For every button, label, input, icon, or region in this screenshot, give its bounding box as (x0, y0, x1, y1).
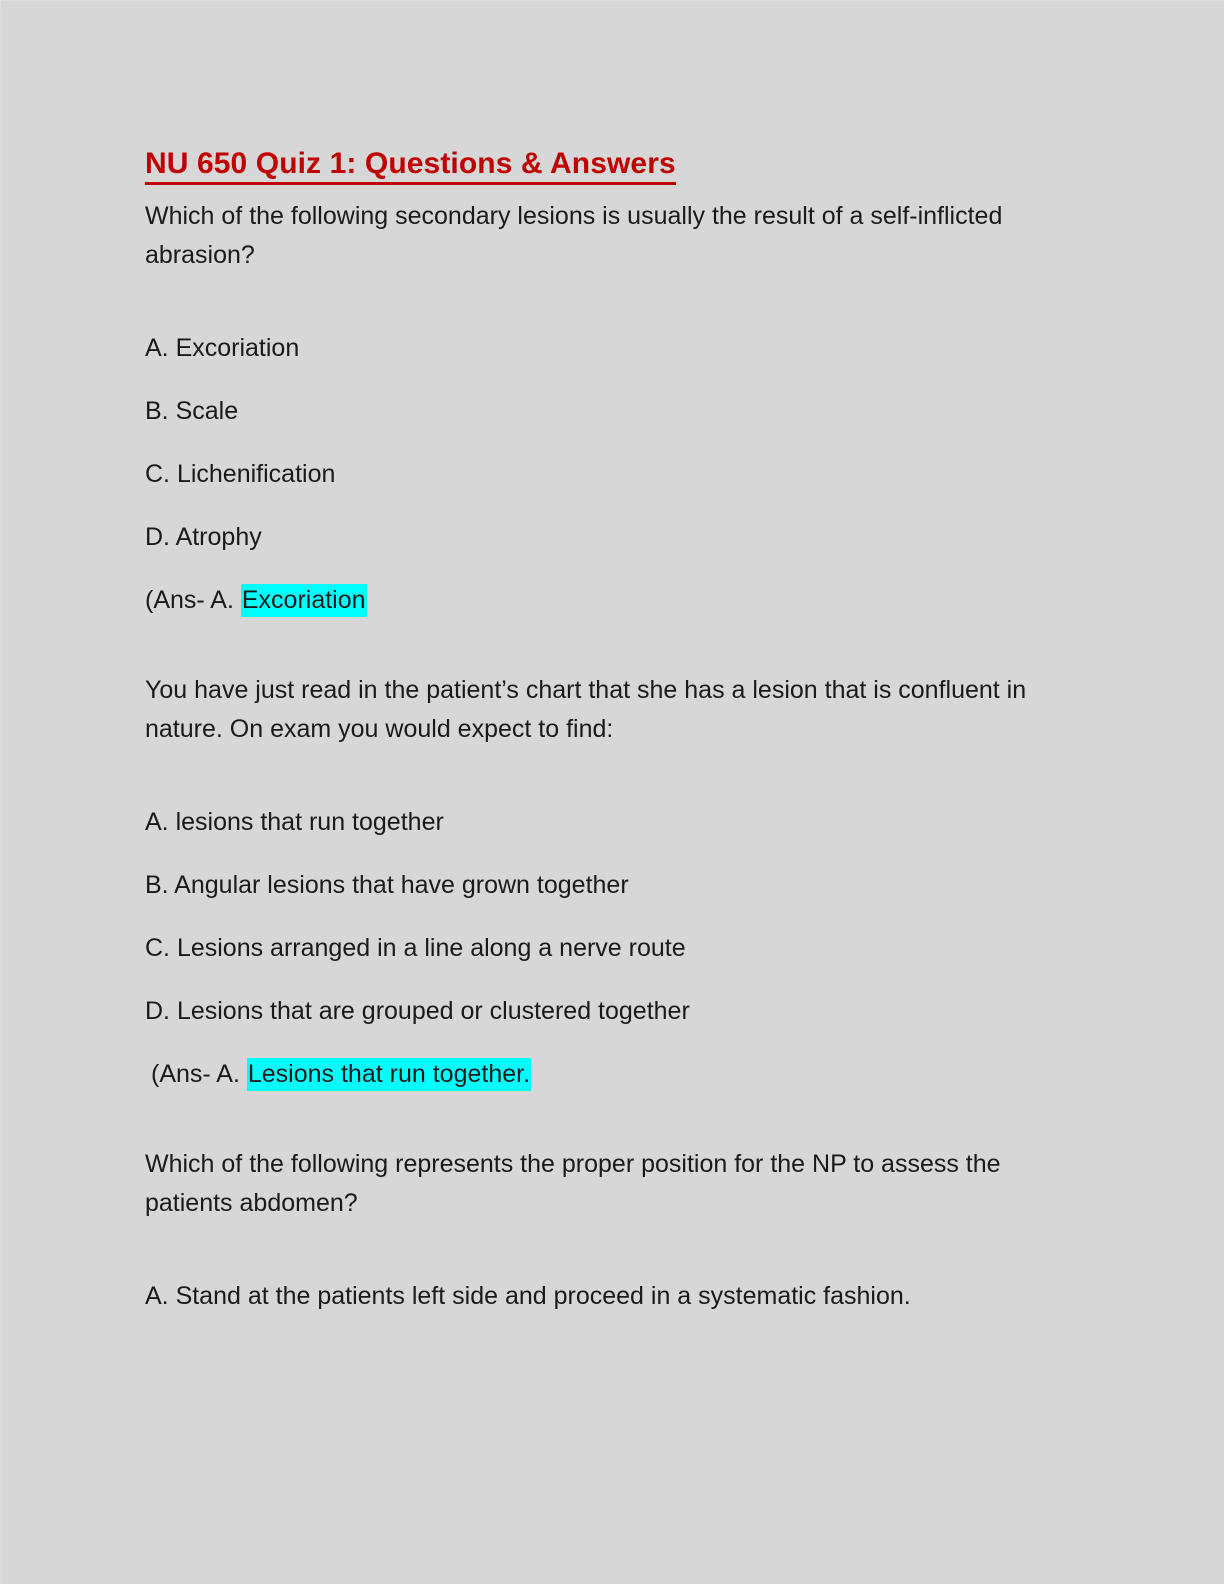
answer-line (145, 585, 1045, 615)
answer-line (145, 1059, 1045, 1089)
list-item[interactable]: A. Stand at the patients left side and proceed in a systematic fashion. (145, 1281, 911, 1310)
question-prompt: You have just read in the patient’s chart that she has a lesion that is confluent in nature. On exam you would expect to find: (145, 675, 1027, 743)
page-title (145, 147, 1045, 181)
spacer (145, 763, 1045, 807)
question-prompt: Which of the following secondary lesions is usually the result of a self-inflicted abrasion? (145, 201, 1003, 269)
answer-highlight: Excoriation (241, 584, 367, 617)
spacer (145, 1089, 1045, 1145)
spacer (145, 615, 1045, 671)
list-item[interactable]: D. Atrophy (145, 522, 262, 551)
page-title-text: NU 650 Quiz 1: Questions & Answers (145, 147, 676, 185)
spacer (145, 289, 1045, 333)
list-item[interactable]: A. lesions that run together (145, 807, 444, 836)
list-item[interactable]: C. Lichenification (145, 459, 336, 488)
answer-prefix: (Ans- A. (151, 1059, 247, 1088)
answer-highlight: Lesions that run together. (247, 1058, 531, 1091)
spacer (145, 1237, 1045, 1281)
list-item[interactable]: C. Lesions arranged in a line along a nerve route (145, 933, 686, 962)
option-list (145, 1281, 1045, 1311)
question-prompt: Which of the following represents the proper position for the NP to assess the patients abdomen? (145, 1149, 1001, 1217)
question-block-1 (145, 197, 1045, 615)
question-block-3 (145, 1145, 1045, 1311)
option-list (145, 807, 1045, 1026)
answer-prefix: (Ans- A. (145, 585, 241, 614)
list-item[interactable]: B. Scale (145, 396, 239, 425)
list-item[interactable]: D. Lesions that are grouped or clustered together (145, 996, 690, 1025)
list-item[interactable]: B. Angular lesions that have grown together (145, 870, 629, 899)
option-list (145, 333, 1045, 552)
list-item[interactable]: A. Excoriation (145, 333, 300, 362)
document-content (145, 147, 1045, 1344)
question-block-2 (145, 671, 1045, 1089)
